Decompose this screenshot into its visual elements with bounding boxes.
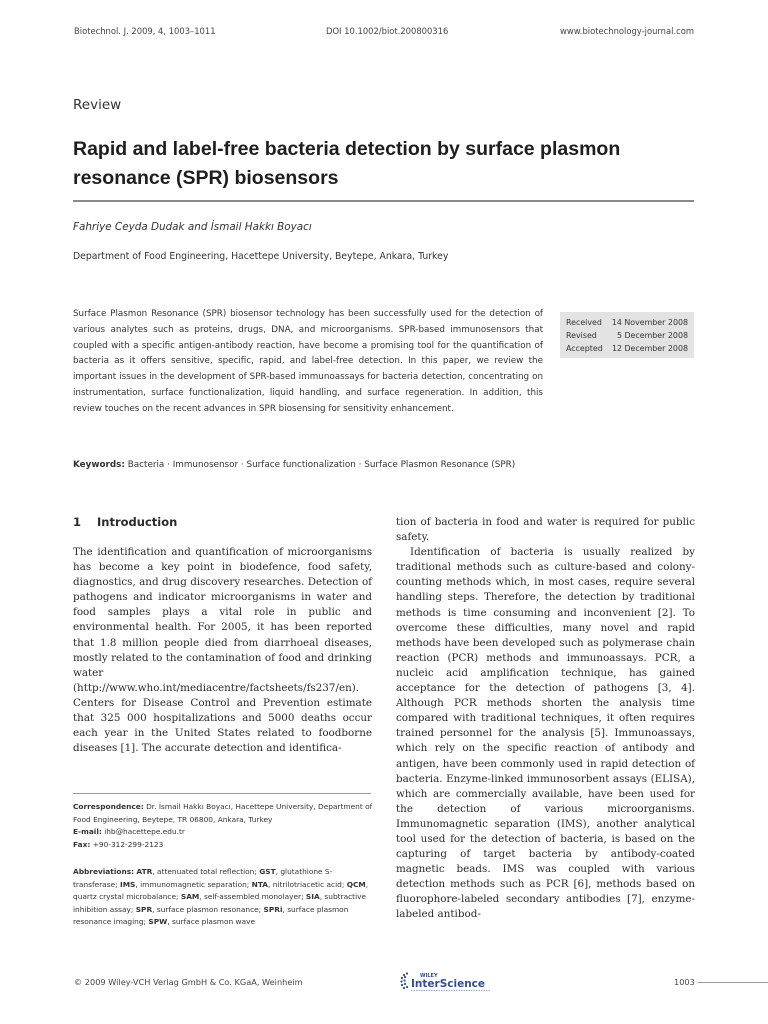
accepted-date: 12 December 2008: [611, 344, 688, 353]
page-number: 1003: [674, 977, 695, 987]
abbreviation-term: ATR: [136, 867, 153, 876]
section-label: Review: [73, 97, 122, 113]
correspondence-label: Correspondence:: [73, 802, 144, 811]
email-address[interactable]: ihb@hacettepe.edu.tr: [104, 827, 185, 836]
keywords-text: Bacteria · Immunosensor · Surface functionalization · Surface Plasmon Resonance (SPR): [127, 460, 516, 470]
copyright-notice: © 2009 Wiley-VCH Verlag GmbH & Co. KGaA, Weinheim: [74, 977, 303, 987]
affiliation: Department of Food Engineering, Hacettepe University, Beytepe, Ankara, Turkey: [73, 251, 449, 262]
abbreviation-term: SPRi: [263, 904, 283, 914]
logo-main-text: InterScience: [411, 978, 486, 990]
abbreviation-definition: , attenuated total reflection;: [152, 867, 260, 876]
footer-divider: [698, 982, 768, 983]
revised-row: [566, 329, 694, 342]
body-column-right: [396, 515, 695, 923]
body-column-left: [73, 545, 372, 756]
abbreviation-term: SAM: [180, 892, 200, 901]
abbreviation-term: GST: [259, 867, 276, 876]
abbreviations-label: Abbreviations:: [73, 867, 135, 876]
section-number: 1: [73, 515, 82, 529]
correspondence-text: Dr. İsmail Hakkı Boyacı, Hacettepe University, Department of Food Engineering, Beytepe, TR 06800, Ankara, Turkey: [73, 802, 373, 824]
revised-date: 5 December 2008: [616, 331, 688, 340]
running-header-doi: DOI 10.1002/biot.200800316: [326, 26, 449, 36]
abbreviation-item: [252, 880, 347, 889]
abbreviation-item: [181, 892, 306, 901]
section-heading-introduction: [73, 515, 177, 529]
logo-small-text: WILEY: [420, 973, 438, 979]
logo-dots-icon: [400, 972, 408, 989]
abbreviation-term: QCM: [346, 879, 366, 889]
accepted-label: Accepted: [566, 344, 603, 353]
running-header-website[interactable]: www.biotechnology-journal.com: [560, 26, 694, 36]
abbreviation-definition: , glutathione S-transferase;: [73, 867, 333, 889]
article-title: Rapid and label-free bacteria detection by surface plasmon resonance (SPR) biosensors: [73, 138, 621, 189]
footnote-divider: [73, 793, 371, 794]
wiley-interscience-logo: [398, 968, 498, 994]
abstract: Surface Plasmon Resonance (SPR) biosensor technology has been successfully used for the detection of various analytes such as proteins, drugs, DNA, and microorganisms. SPR-based immunosensors that coupled with a specific antigen-antibody reaction, have become a promising tool for the quantification of bacteria as it offers sensitive, specific, rapid, and label-free detection. In this paper, we review the important issues in the development of SPR-based immunoassays for bacteria detection, concentrating on instrumentation, surface functionalization, liquid handling, and surface regeneration. In addition, this review touches on the recent advances in SPR biosensing for sensitivity enhancement.: [73, 309, 543, 414]
keywords: [73, 460, 515, 470]
received-row: [566, 316, 694, 329]
authors: Fahriye Ceyda Dudak and İsmail Hakkı Boyacı: [73, 221, 312, 233]
fax-number: +90-312-299-2123: [92, 839, 164, 849]
abbreviation-definition: , surface plasmon resonance;: [152, 904, 264, 914]
abbreviation-term: IMS: [119, 879, 136, 889]
abbreviation-definition: , surface plasmon wave: [167, 917, 256, 926]
received-dates-box: [560, 312, 694, 358]
abbreviation-definition: , immunomagnetic separation;: [135, 879, 252, 889]
abbreviation-item: [136, 905, 264, 914]
abbreviation-term: SPW: [148, 917, 168, 926]
abbreviations-footnote: [73, 866, 375, 929]
abbreviation-definition: , surface plasmon resonance imaging;: [73, 904, 349, 926]
correspondence-footnote: [73, 801, 375, 851]
revised-label: Revised: [566, 331, 597, 340]
abbreviation-definition: , nitrilotriacetic acid;: [268, 879, 347, 889]
fax-label: Fax:: [73, 839, 91, 849]
abbreviation-term: SIA: [305, 892, 320, 901]
abbreviation-term: SPR: [135, 904, 153, 914]
abbreviation-definition: , self-assembled monolayer;: [199, 892, 306, 901]
section-heading-text: Introduction: [97, 515, 178, 529]
received-date: 14 November 2008: [611, 318, 688, 327]
body-paragraph: Identification of bacteria is usually realized by traditional methods such as culture-based and colony-counting methods which, in most cases, require several handling steps. Therefore, the detection by traditional methods is time consuming and inconvenient [2]. To overcome these difficulties, many novel and rapid methods have been developed such as polymerase chain reaction (PCR) methods and immunoassays. PCR, a nucleic acid amplification technique, has gained acceptance for the detection of pathogens [3, 4]. Although PCR methods shorten the analysis time compared with traditional techniques, it often requires trained personnel for the analysis [5]. Immunoassays, which rely on the specific reaction of antibody and antigen, have been commonly used in rapid detection of bacteria. Enzyme-linked immunosorbent assays (ELISA), which are commercially available, have been used for the detection of various microorganisms. Immunomagnetic separation (IMS), another analytical tool used for the detection of bacteria, is based on the capturing of target bacteria by antibody-coated magnetic beads. IMS was coupled with various detection methods such as PCR [6], methods based on fluorophore-labeled secondary antibodies [7], enzyme-labeled antibod-: [396, 546, 695, 921]
body-paragraph: The identification and quantification of microorganisms has become a key point in biodefence, food safety, diagnostics, and drug discovery researches. Detection of pathogens and indicator microorganisms in water and food samples plays a vital role in public and environmental health. For 2005, it has been reported that 1.8 million people died from diarrhoeal diseases, mostly related to the contamination of food and drinking water (http://www.who.int/mediacentre/factsheets/fs237/en). Centers for Disease Control and Prevention estimate that 325 000 hospitalizations and 5000 deaths occur each year in the United States related to foodborne diseases [1]. The accurate detection and identifica-: [73, 546, 372, 755]
running-header-citation: Biotechnol. J. 2009, 4, 1003–1011: [74, 26, 216, 36]
accepted-row: [566, 342, 694, 355]
body-paragraph: tion of bacteria in food and water is required for public safety.: [396, 516, 695, 544]
received-label: Received: [566, 318, 602, 327]
abbreviation-definition: , subtractive inhibition assay;: [73, 892, 367, 914]
abbreviation-item: [136, 867, 259, 876]
abbreviation-term: NTA: [251, 879, 269, 889]
abbreviation-item: [148, 917, 255, 926]
title-divider: [73, 200, 694, 202]
keywords-label: Keywords:: [73, 460, 125, 470]
abbreviation-item: [120, 880, 252, 889]
email-label: E-mail:: [73, 827, 102, 836]
abbreviation-definition: , quartz crystal microbalance;: [73, 879, 369, 901]
